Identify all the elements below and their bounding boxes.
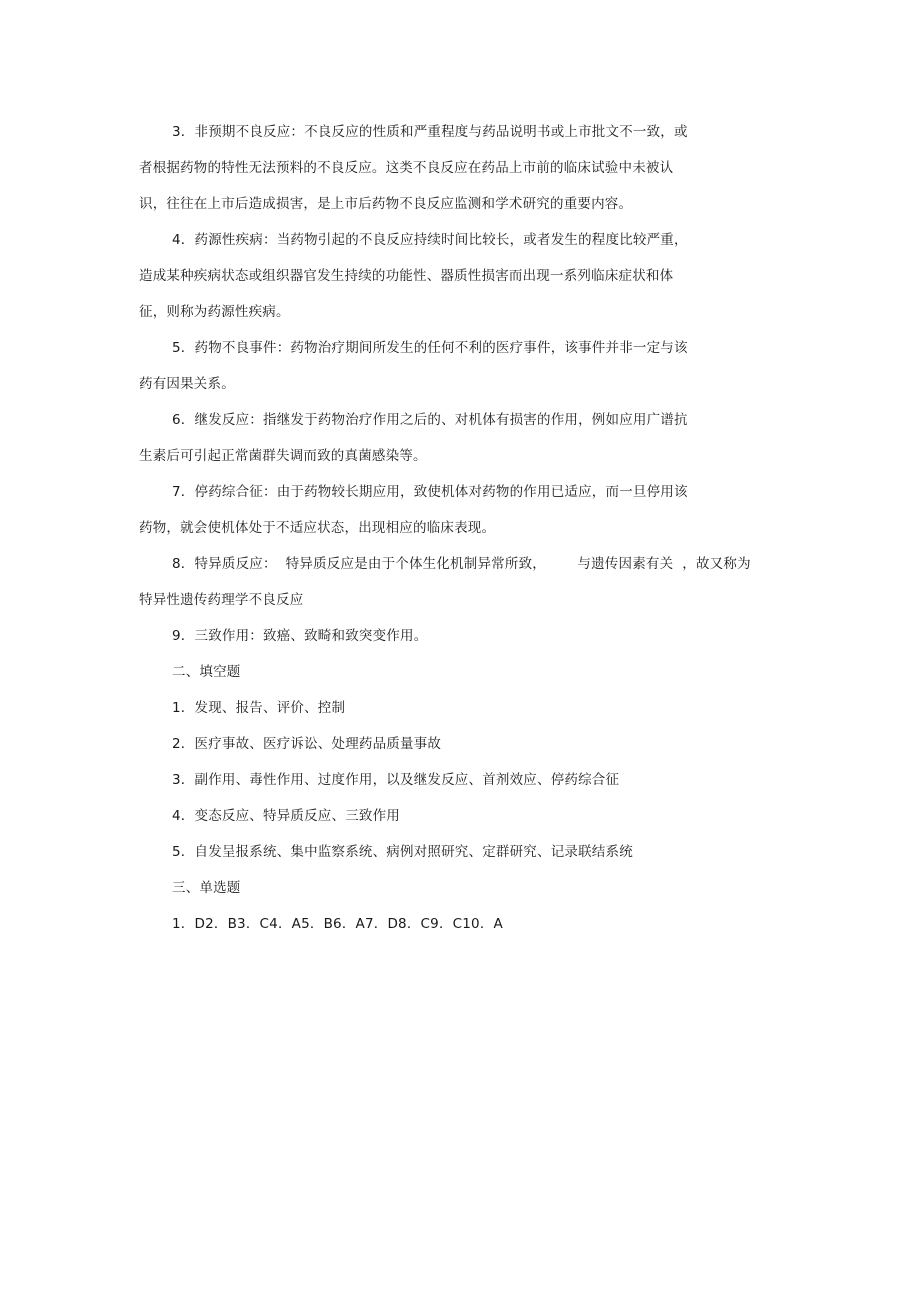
text-line: 7．停药综合征：由于药物较长期应用，致使机体对药物的作用已适应，而一旦停用该 xyxy=(172,484,688,500)
text-line: 5．自发呈报系统、集中监察系统、病例对照研究、定群研究、记录联结系统 xyxy=(172,844,633,860)
text-line: 3．副作用、毒性作用、过度作用，以及继发反应、首剂效应、停药综合征 xyxy=(172,772,620,788)
section-heading: 三、单选题 xyxy=(172,880,241,896)
text-line: 药物，就会使机体处于不适应状态，出现相应的临床表现。 xyxy=(139,520,496,536)
text-line: 征，则称为药源性疾病。 xyxy=(139,304,290,320)
text-line: 特异性遗传药理学不良反应 xyxy=(139,592,304,608)
text-line: 4．药源性疾病：当药物引起的不良反应持续时间比较长，或者发生的程度比较严重， xyxy=(172,232,688,248)
text-line: 5．药物不良事件：药物治疗期间所发生的任何不利的医疗事件，该事件并非一定与该 xyxy=(172,340,688,356)
section-heading: 二、填空题 xyxy=(172,664,241,680)
text-line: 生素后可引起正常菌群失调而致的真菌感染等。 xyxy=(139,448,427,464)
text-line: 药有因果关系。 xyxy=(139,376,235,392)
text-line: 识，往往在上市后造成损害，是上市后药物不良反应监测和学术研究的重要内容。 xyxy=(139,196,633,212)
text-line: 3．非预期不良反应：不良反应的性质和严重程度与药品说明书或上市批文不一致，或 xyxy=(172,124,688,140)
text-line: 者根据药物的特性无法预料的不良反应。这类不良反应在药品上市前的临床试验中未被认 xyxy=(139,160,674,176)
text-line: 造成某种疾病状态或组织器官发生持续的功能性、器质性损害而出现一系列临床症状和体 xyxy=(139,268,674,284)
text-line: 8．特异质反应： 特异质反应是由于个体生化机制异常所致， 与遗传因素有关 ，故又称为 xyxy=(172,556,751,572)
text-line: 1．发现、报告、评价、控制 xyxy=(172,700,346,716)
text-line: 1．D2．B3．C4．A5．B6．A7．D8．C9．C10．A xyxy=(172,916,503,932)
text-line: 9．三致作用：致癌、致畸和致突变作用。 xyxy=(172,628,428,644)
text-line: 2．医疗事故、医疗诉讼、处理药品质量事故 xyxy=(172,736,442,752)
text-line: 4．变态反应、特异质反应、三致作用 xyxy=(172,808,400,824)
text-line: 6．继发反应：指继发于药物治疗作用之后的、对机体有损害的作用，例如应用广谱抗 xyxy=(172,412,688,428)
